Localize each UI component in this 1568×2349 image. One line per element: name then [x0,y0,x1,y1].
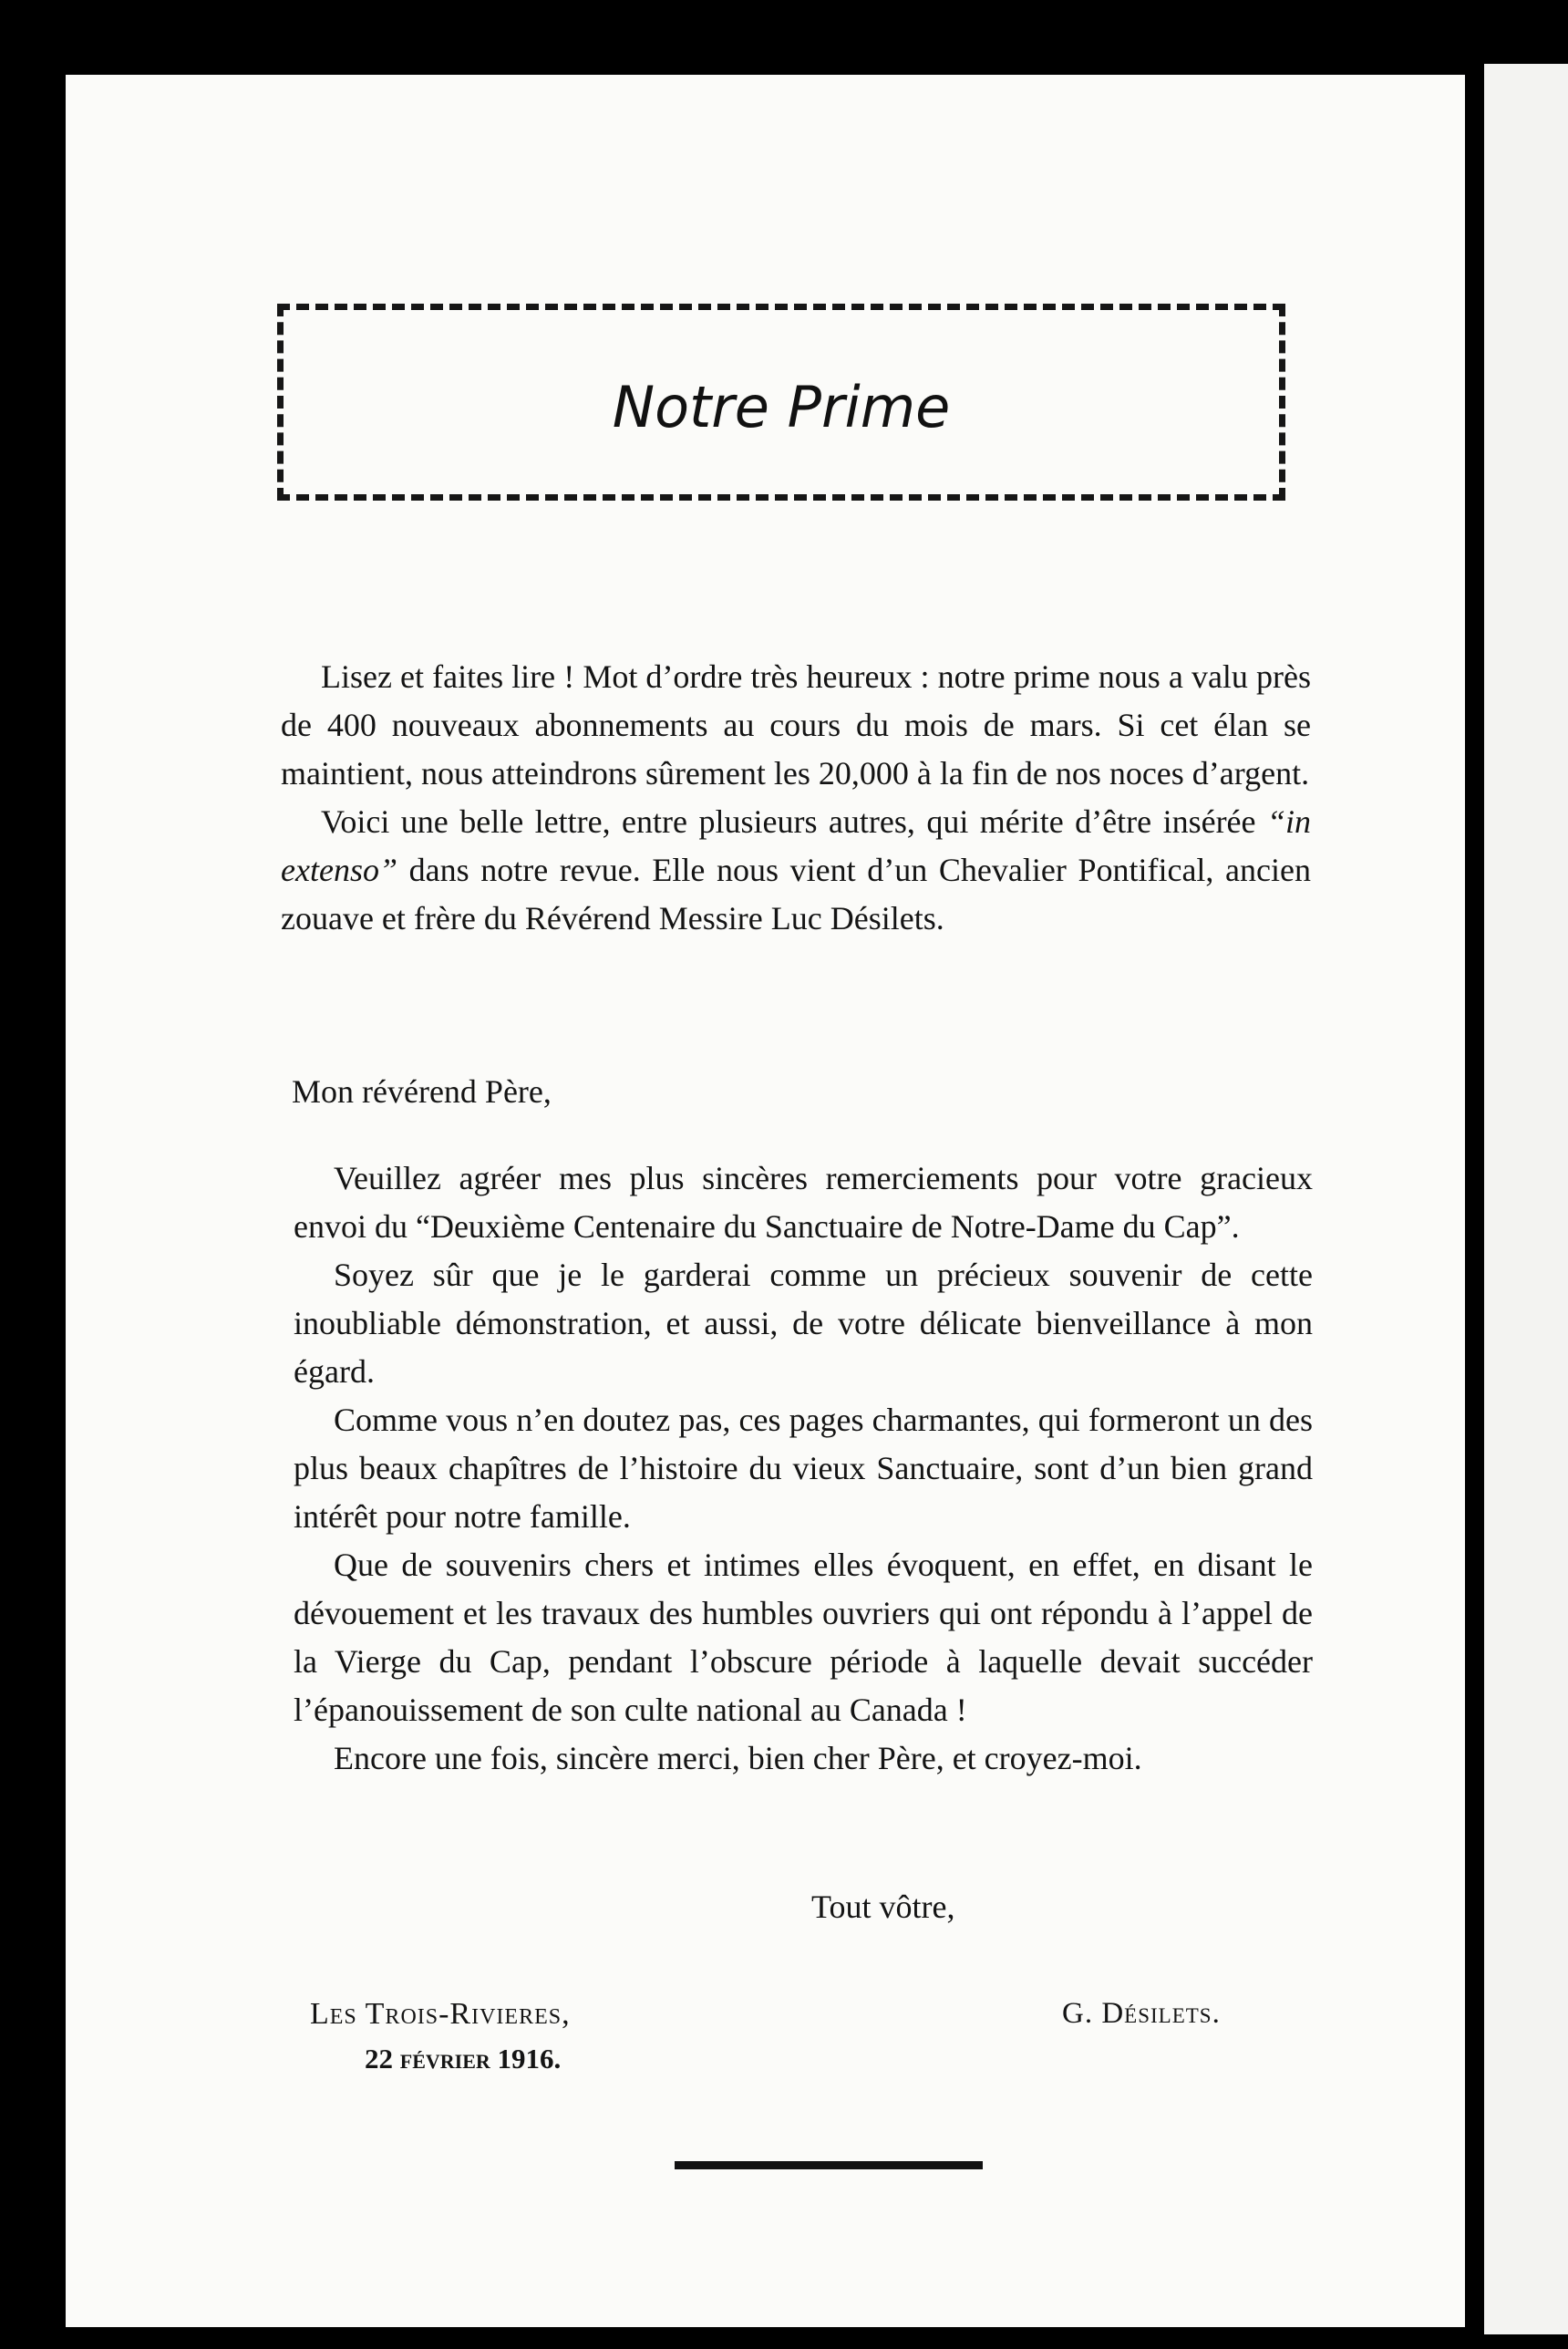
letter-closing: Tout vôtre, [811,1889,955,1925]
letter-paragraph-2: Soyez sûr que je le garderai comme un précieux souvenir de cette inoubliable démonstration, et aussi, de votre délicate bienveillance à mon égard. [294,1257,1313,1390]
closing-rule [675,2161,983,2169]
intro-p2-before: Voici une belle lettre, entre plusieurs autres, qui mérite d’être insérée [321,803,1267,840]
letter-paragraph-5: Encore une fois, sincère merci, bien cher Père, et croyez-moi. [334,1740,1142,1776]
intro-paragraph-2 [281,798,1311,943]
letter-date: 22 février 1916. [365,2043,562,2075]
letter-paragraph-1: Veuillez agréer mes plus sincères remerciements pour votre gracieux envoi du “Deuxième Centenaire du Sanctuaire de Notre-Dame du Cap”. [294,1160,1313,1245]
intro-text [281,653,1311,943]
intro-p2-after: dans notre revue. Elle nous vient d’un Chevalier Pontifical, ancien zouave et frère du Révérend Messire Luc Désilets. [281,852,1311,936]
letter-place: Les Trois-Rivieres, [310,1997,571,2031]
adjacent-page-edge [1484,64,1568,2334]
letter-paragraph-4: Que de souvenirs chers et intimes elles évoquent, en effet, en disant le dévouement et les travaux des humbles ouvriers qui ont répondu à l’appel de la Vierge du Cap, pendant l’obscure période à laquelle devait succéder l’épanouissement de son culte national au Canada ! [294,1547,1313,1728]
page-title: Notre Prime [612,374,951,440]
letter-body [294,1154,1313,1783]
letter-signature: G. Désilets. [1062,1997,1221,2030]
letter-paragraph-3: Comme vous n’en doutez pas, ces pages charmantes, qui formeront un des plus beaux chapîtres de l’histoire du vieux Sanctuaire, sont d’un bien grand intérêt pour notre famille. [294,1402,1313,1535]
letter-salutation: Mon révérend Père, [292,1073,552,1110]
intro-paragraph-1: Lisez et faites lire ! Mot d’ordre très heureux : notre prime nous a valu près de 400 nouveaux abonnements au cours du mois de mars. Si cet élan se maintient, nous atteindrons sûrement les 20,000 à la fin de nos noces d’argent. [281,658,1311,792]
intro-p2-emphasis: “in extenso” [281,803,1311,888]
title-frame [277,304,1285,501]
